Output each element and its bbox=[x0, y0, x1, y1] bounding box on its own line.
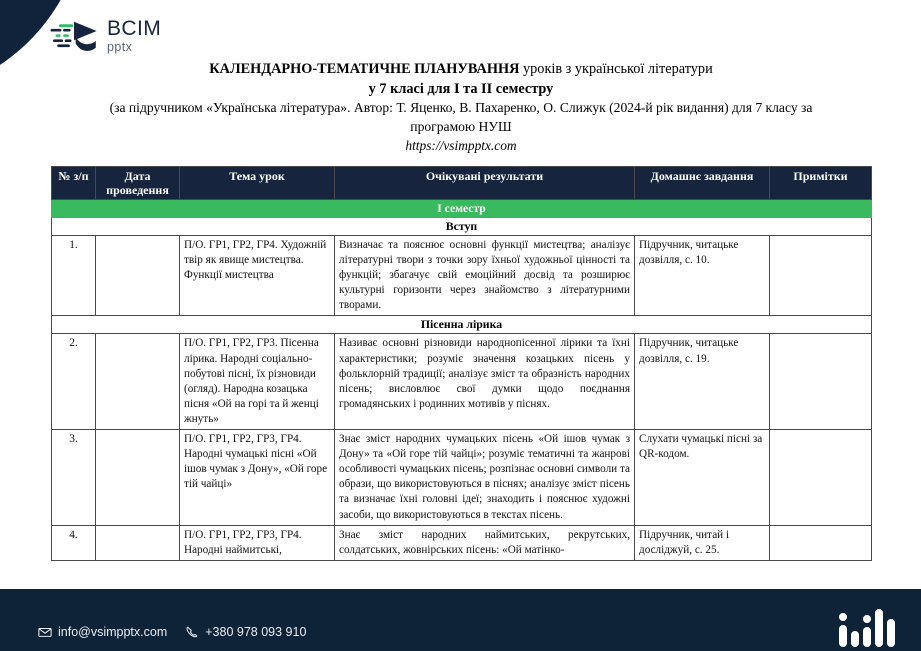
column-header-notes: Примітки bbox=[770, 167, 872, 200]
section-title-vstup: Вступ bbox=[52, 218, 872, 236]
cell-notes[interactable] bbox=[770, 334, 872, 430]
footer-phone-text: +380 978 093 910 bbox=[205, 625, 307, 639]
cell-topic: П/О. ГР1, ГР2, ГР3, ГР4. Народні чумацькі пісні «Ой ішов чумак з Дону», «Ой горе тій чайці» bbox=[180, 430, 335, 526]
cell-number: 4. bbox=[52, 525, 96, 560]
column-header-homework: Домашнє завдання bbox=[635, 167, 770, 200]
document-title-block bbox=[55, 60, 867, 155]
cell-date[interactable] bbox=[96, 525, 180, 560]
textbook-reference-line2: програмою НУШ bbox=[410, 118, 512, 134]
cell-date[interactable] bbox=[96, 430, 180, 526]
brand-name: BCIM bbox=[107, 17, 162, 41]
semester-band-label: I семестр bbox=[52, 200, 872, 218]
cell-homework: Слухати чумацькі пісні за QR-кодом. bbox=[635, 430, 770, 526]
section-header-row-vstup bbox=[52, 218, 872, 236]
table-body bbox=[52, 200, 872, 561]
brand-logo bbox=[48, 16, 161, 56]
cell-number: 3. bbox=[52, 430, 96, 526]
cell-results: Знає зміст народних чумацьких пісень «Ой ішов чумак з Дону» та «Ой горе тій чайці»; розуміє тематичні та жанрові особливості чумацьких пісень; розпізнає основні символи та образи, що використовуються в піснях; аналізує зміст пісень та визначає їхні головні ідеї; знаходить і пояснює художні засоби, що використовуються в текстах пісень. bbox=[335, 430, 635, 526]
brand-subtitle: pptx bbox=[107, 40, 133, 55]
footer-email[interactable] bbox=[38, 625, 167, 639]
footer-contacts bbox=[38, 625, 306, 639]
table-row bbox=[52, 430, 872, 526]
cell-homework: Підручник, читацьке дозвілля, с. 10. bbox=[635, 236, 770, 316]
table-row bbox=[52, 525, 872, 560]
cell-topic: П/О. ГР1, ГР2, ГР3, ГР4. Народні наймитські, bbox=[180, 525, 335, 560]
envelope-icon bbox=[38, 625, 52, 639]
phone-icon bbox=[185, 625, 199, 639]
cell-notes[interactable] bbox=[770, 430, 872, 526]
cell-number: 2. bbox=[52, 334, 96, 430]
section-header-row-pisenna-lirika bbox=[52, 316, 872, 334]
column-header-results: Очікувані результати bbox=[335, 167, 635, 200]
semester-band-row bbox=[52, 200, 872, 218]
graduation-cap-icon bbox=[48, 16, 100, 56]
cell-date[interactable] bbox=[96, 236, 180, 316]
table-row bbox=[52, 334, 872, 430]
table-header-row bbox=[52, 167, 872, 200]
page-title-strong: КАЛЕНДАРНО-ТЕМАТИЧНЕ ПЛАНУВАННЯ bbox=[209, 61, 520, 77]
table-row bbox=[52, 236, 872, 316]
cell-results: Знає зміст народних наймитських, рекрутських, солдатських, жовнірських пісень: «Ой матінко- bbox=[335, 525, 635, 560]
calendar-planning-table bbox=[51, 166, 872, 561]
source-url: https://vsimpptx.com bbox=[405, 138, 517, 153]
cell-homework: Підручник, читай і досліджуй, с. 25. bbox=[635, 525, 770, 560]
page-subtitle: у 7 класі для I та II семестру bbox=[368, 80, 554, 97]
cell-date[interactable] bbox=[96, 334, 180, 430]
bars-logo-icon bbox=[837, 607, 899, 647]
cell-notes[interactable] bbox=[770, 236, 872, 316]
page-title bbox=[55, 60, 867, 80]
cell-number: 1. bbox=[52, 236, 96, 316]
cell-homework: Підручник, читацьке дозвілля, с. 19. bbox=[635, 334, 770, 430]
column-header-topic: Тема урок bbox=[180, 167, 335, 200]
section-title-pisenna-lirika: Пісенна лірика bbox=[52, 316, 872, 334]
cell-topic: П/О. ГР1, ГР2, ГР3. Пісенна лірика. Народні соціально-побутові пісні, їх різновиди (огляд). Народна козацька пісня «Ой на горі та й женці жнуть» bbox=[180, 334, 335, 430]
page-title-rest: уроків з української літератури bbox=[519, 61, 713, 77]
column-header-date: Дата проведення bbox=[96, 167, 180, 200]
cell-results: Визначає та пояснює основні функції мистецтва; аналізує літературні твори з точки зору їхньої художньої цінності та функцій; збагачує свій емоційний досвід та розширює культурні горизонти через знайомство з літературними творами. bbox=[335, 236, 635, 316]
textbook-reference-line1: (за підручником «Українська література». Автор: Т. Яценко, В. Пахаренко, О. Слижук (2024-й рік видання) для 7 класу за bbox=[109, 100, 813, 115]
table-header bbox=[52, 167, 872, 200]
column-header-number: № з/п bbox=[52, 167, 96, 200]
cell-notes[interactable] bbox=[770, 525, 872, 560]
cell-topic: П/О. ГР1, ГР2, ГР4. Художній твір як явище мистецтва. Функції мистецтва bbox=[180, 236, 335, 316]
footer-email-text: info@vsimpptx.com bbox=[58, 625, 168, 639]
footer-bar bbox=[0, 589, 921, 651]
footer-phone[interactable] bbox=[185, 625, 306, 639]
cell-results: Називає основні різновиди народнопісенної лірики та їхні характеристики; розуміє значення козацьких пісень у фольклорній традиції; аналізує зміст та образність народних пісень; висловлює свої думки щодо поєднання громадянських і родинних мотивів у піснях. bbox=[335, 334, 635, 430]
